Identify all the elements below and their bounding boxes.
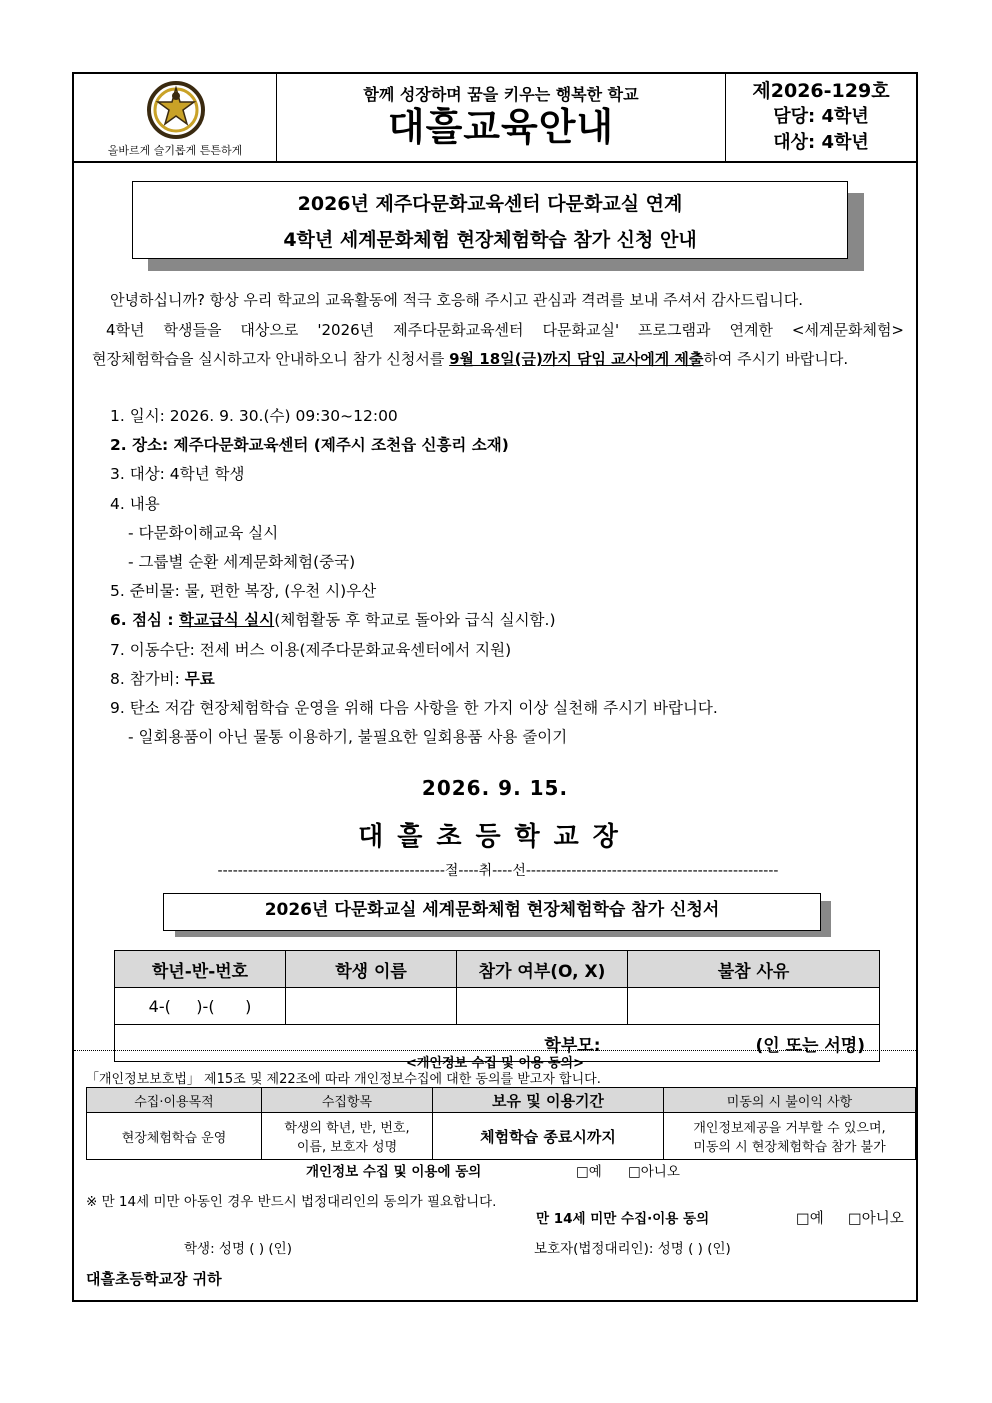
notice-title-box xyxy=(132,181,848,259)
intro-line1: 안녕하십니까? 항상 우리 학교의 교육활동에 적극 호응해 주시고 관심과 격려를 보내 주셔서 감사드립니다. xyxy=(110,291,804,309)
priv-items-line2: 이름, 보호자 성명 xyxy=(296,1140,398,1155)
application-table xyxy=(114,950,880,1062)
intro-line3-start: 현장체험학습을 실시하고자 안내하오니 참가 신청서를 xyxy=(92,350,450,368)
principal-signature: 대흘초등학교장 xyxy=(358,822,632,852)
title-cell xyxy=(277,74,726,161)
sign-label: (인 또는 서명) xyxy=(755,1035,865,1056)
item-carbon: 9. 탄소 저감 현장체험학습 운영을 위해 다음 사항을 한 가지 이상 실천해 주시기 바랍니다. xyxy=(110,698,718,717)
guardian-sign-line[interactable]: 보호자(법정대리인): 성명 ( ) (인) xyxy=(534,1241,731,1257)
student-sign-line[interactable]: 학생: 성명 ( ) (인) xyxy=(184,1241,292,1257)
consent-label: 개인정보 수집 및 이용에 동의 xyxy=(306,1164,482,1180)
priv-items-line1: 학생의 학년, 반, 번호, xyxy=(284,1121,410,1136)
privacy-divider xyxy=(74,1050,916,1051)
privacy-table xyxy=(86,1087,916,1160)
intro-line3 xyxy=(92,349,848,369)
item-transport: 7. 이동수단: 전세 버스 이용(제주다문화교육센터에서 지원) xyxy=(110,640,512,659)
intro-line3-end: 하여 주시기 바랍니다. xyxy=(703,350,849,368)
school-motto: 올바르게 슬기롭게 튼튼하게 xyxy=(107,144,243,157)
letterhead xyxy=(74,74,916,163)
doc-info-cell xyxy=(726,74,916,161)
fee-value: 무료 xyxy=(184,669,215,688)
detail-list xyxy=(110,402,718,752)
privacy-header-row xyxy=(87,1088,916,1113)
priv-period: 체험학습 종료시까지 xyxy=(433,1113,664,1160)
col-student-name: 학생 이름 xyxy=(286,951,457,988)
absence-reason-field[interactable] xyxy=(628,988,880,1025)
class-number-field[interactable]: 4-( )-( ) xyxy=(115,988,286,1025)
col-absence-reason: 불참 사유 xyxy=(628,951,880,988)
col-participation: 참가 여부(O, X) xyxy=(457,951,628,988)
fee-label: 8. 참가비: xyxy=(110,669,185,688)
under14-no-checkbox[interactable]: □아니오 xyxy=(848,1211,904,1227)
charge-label: 담당: 4학년 xyxy=(773,106,869,127)
school-emblem-icon xyxy=(146,80,206,140)
priv-purpose: 현장체험학습 운영 xyxy=(87,1113,262,1160)
notice-date: 2026. 9. 15. xyxy=(421,776,569,800)
school-slogan: 함께 성장하며 꿈을 키우는 행복한 학교 xyxy=(363,85,639,104)
document-number: 제2026-129호 xyxy=(752,80,890,102)
consent-yes-checkbox[interactable]: □예 xyxy=(576,1164,602,1180)
participation-field[interactable] xyxy=(457,988,628,1025)
lunch-note: (체험활동 후 학교로 돌아와 급식 실시함.) xyxy=(274,611,556,630)
student-name-field[interactable] xyxy=(286,988,457,1025)
priv-col-period: 보유 및 이용기간 xyxy=(433,1088,664,1113)
item-fee xyxy=(110,665,718,694)
under14-yes-checkbox[interactable]: □예 xyxy=(796,1211,824,1227)
col-class-number: 학년-반-번호 xyxy=(115,951,286,988)
lunch-value: 학교급식 실시 xyxy=(179,611,275,630)
priv-items xyxy=(262,1113,433,1160)
document-frame xyxy=(72,72,918,1302)
item-content-sub2: - 그룹별 순환 세계문화체험(중국) xyxy=(128,552,356,571)
under14-note: ※ 만 14세 미만 아동인 경우 반드시 법정대리인의 동의가 필요합니다. xyxy=(86,1194,497,1210)
intro-line2: 4학년 학생들을 대상으로 '2026년 제주다문화교육센터 다문화교실' 프로그램과 연계한 <세계문화체험> xyxy=(106,321,904,339)
privacy-law: 「개인정보보호법」 제15조 및 제22조에 따라 개인정보수집에 대한 동의를 받고자 합니다. xyxy=(86,1072,601,1087)
application-header-row xyxy=(115,951,880,988)
lunch-label: 6. 점심 : xyxy=(110,611,180,630)
newsletter-title: 대흘교육안내 xyxy=(387,105,615,149)
form-title-box: 2026년 다문화교실 세계문화체험 현장체험학습 참가 신청서 xyxy=(163,893,821,931)
item-content: 4. 내용 xyxy=(110,494,160,513)
notice-title-line1: 2026년 제주다문화교육센터 다문화교실 연계 xyxy=(297,193,683,215)
item-supplies: 5. 준비물: 물, 편한 복장, (우천 시)우산 xyxy=(110,582,377,601)
privacy-body-row xyxy=(87,1113,916,1160)
application-entry-row xyxy=(115,988,880,1025)
cut-line: ---------------------------------------------절----취----선-------------------------------------------------- xyxy=(217,863,779,879)
parent-label: 학부모: xyxy=(544,1035,601,1056)
under14-consent-label: 만 14세 미만 수집·이용 동의 xyxy=(536,1211,710,1227)
item-lunch xyxy=(110,606,718,635)
privacy-title: <개인정보 수집 및 이용 동의> xyxy=(405,1056,585,1071)
deadline-highlight: 9월 18일(금)까지 담임 교사에게 제출 xyxy=(449,350,704,368)
item-target: 3. 대상: 4학년 학생 xyxy=(110,465,245,484)
item-place: 2. 장소: 제주다문화교육센터 (제주시 조천읍 신흥리 소재) xyxy=(110,436,509,455)
priv-disadvantage xyxy=(664,1113,916,1160)
addressee: 대흘초등학교장 귀하 xyxy=(86,1270,222,1288)
priv-col-disadvantage: 미동의 시 불이익 사항 xyxy=(664,1088,916,1113)
item-carbon-sub: - 일회용품이 아닌 물통 이용하기, 불필요한 일회용품 사용 줄이기 xyxy=(128,728,568,747)
logo-cell xyxy=(74,74,277,161)
priv-disadv-line2: 미동의 시 현장체험학습 참가 불가 xyxy=(693,1140,886,1155)
item-datetime: 1. 일시: 2026. 9. 30.(수) 09:30~12:00 xyxy=(110,407,398,425)
notice-title-line2: 4학년 세계문화체험 현장체험학습 참가 신청 안내 xyxy=(283,229,697,251)
priv-disadv-line1: 개인정보제공을 거부할 수 있으며, xyxy=(693,1121,886,1136)
priv-col-items: 수집항목 xyxy=(262,1088,433,1113)
consent-no-checkbox[interactable]: □아니오 xyxy=(628,1164,680,1180)
priv-col-purpose: 수집·이용목적 xyxy=(87,1088,262,1113)
target-label: 대상: 4학년 xyxy=(773,132,869,153)
item-content-sub1: - 다문화이해교육 실시 xyxy=(128,523,279,542)
